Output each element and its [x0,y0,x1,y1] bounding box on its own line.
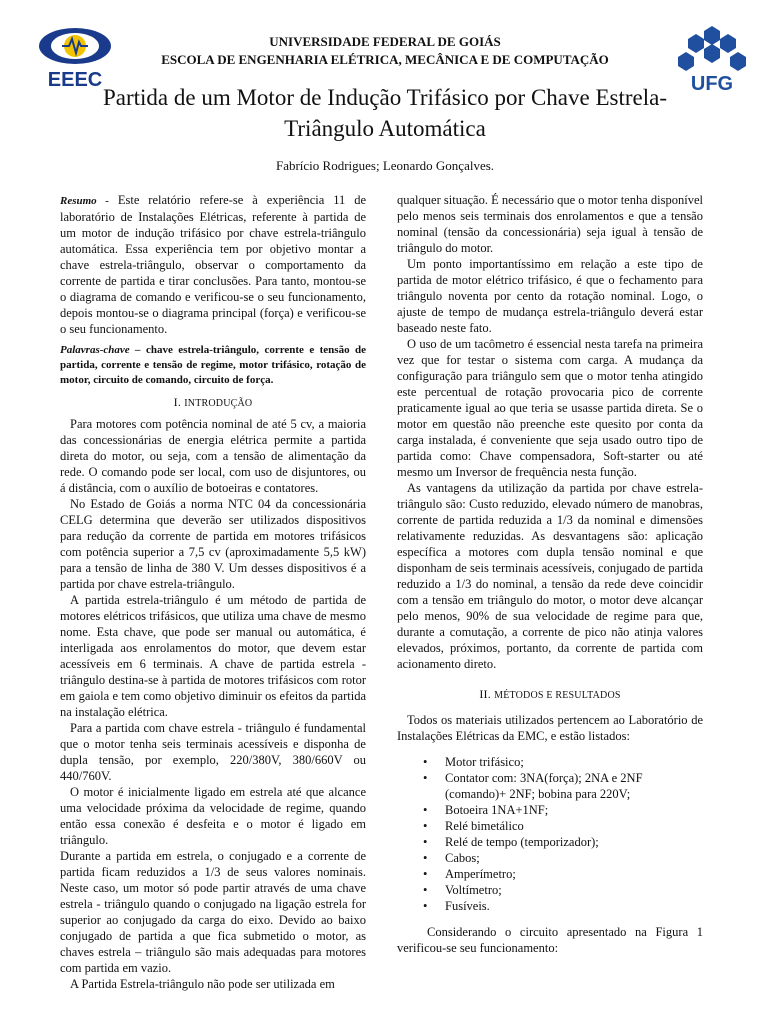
intro-paragraph: Durante a partida em estrela, o conjugado e a corrente de partida ficam reduzidos a 1/3 de seus valores nominais. Neste caso, um motor só pode partir através de uma chave estrela - triângulo quando o conjugado na ligação estrela for superior ao conjugado da carga do eixo. Devido ao baixo conjugado de partida a que fica submetido o motor, as chaves estrela – triângulo são mais adequadas para motores com partida em vazio. [60,849,366,975]
list-item: • Fusíveis. [445,898,703,914]
section-title: MÉTODOS E RESULTADOS [494,690,621,701]
list-item: • Relé bimetálico [445,818,703,834]
methods-intro: Todos os materiais utilizados pertencem ao Laboratório de Instalações Elétricas da EMC, e estão listados: [397,713,703,743]
section-number: II. [479,687,491,701]
list-item: • Contator com: 3NA(força); 2NA e 2NF (comando)+ 2NF; bobina para 220V; [445,770,703,802]
keywords-label: Palavras-chave – [60,344,141,356]
materials-list [397,754,703,914]
methods-after: Considerando o circuito apresentado na Figura 1 verificou-se seu funcionamento: [397,925,703,955]
eeec-logo-text: EEEC [47,69,103,91]
body-paragraph: As vantagens da utilização da partida por chave estrela-triângulo são: Custo reduzido, elevado número de manobras, corrente de partida reduzida a 1/3 da nominal e dimensões relativamente reduzidas. As desvantagens são: aplicação específica a motores com dupla tensão nominal e que disponham de seis terminais acessíveis, conjugado de partida reduzido a 1/3 do nominal, a tensão da rede deve coincidir com a tensão em triângulo do motor, o motor deve alcançar pelo menos, 90% de sua velocidade de regime para que, durante a comutação, a corrente de pico não atinja valores elevados, próximos, portanto, da corrente de partida com acionamento direto. [397,481,703,671]
right-column [397,192,703,956]
abstract-label: Resumo - [60,195,109,207]
list-item: • Botoeira 1NA+1NF; [445,802,703,818]
intro-paragraph: Para a partida com chave estrela - triângulo é fundamental que o motor tenha seis terminais acessíveis e disponha de dupla tensão, por exemplo, 220/380V, 380/660V ou 440/760V. [60,721,366,783]
intro-paragraph: A partida estrela-triângulo é um método de partida de motores elétricos trifásicos, que utiliza uma chave de mesmo nome. Esta chave, que pode ser manual ou automática, é interligada aos enrolamentos do motor, que devem estar acessíveis em 6 terminais. A chave de partida estrela - triângulo destina-se à partida de motores trifásicos com rotor em gaiola e tem como objetivo diminuir os efeitos da partida na instalação elétrica. [60,593,366,719]
university-name: UNIVERSIDADE FEDERAL DE GOIÁS [269,34,501,49]
intro-paragraph: Para motores com potência nominal de até 5 cv, a maioria das concessionárias de energia elétrica permite a partida direta do motor, ou seja, com a tensão de alimentação da rede. O comando pode ser local, com uso de disjuntores, ou á distância, com o auxílio de botoeiras e contatores. [60,417,366,495]
list-item: • Voltímetro; [445,882,703,898]
list-item: • Cabos; [445,850,703,866]
paper-title: Partida de um Motor de Indução Trifásico por Chave Estrela-Triângulo Automática [102,85,667,141]
left-column [60,192,366,992]
section-heading-introduction [60,394,366,412]
section-title: INTRODUÇÃO [184,398,253,409]
section-heading-methods [397,686,703,704]
school-name: ESCOLA DE ENGENHARIA ELÉTRICA, MECÂNICA E DE COMPUTAÇÃO [161,52,609,67]
intro-paragraph: No Estado de Goiás a norma NTC 04 da concessionária CELG determina que deverão ser utilizados dispositivos para redução da corrente de partida em motores trifásicos com potência superior a 7,5 cv (aproximadamente 5,5 kW) para a tensão de linha de 380 V. Um desses dispositivos é a partida por chave estrela-triângulo. [60,497,366,591]
ufg-logo [676,24,748,94]
list-item: • Amperímetro; [445,866,703,882]
body-paragraph: O uso de um tacômetro é essencial nesta tarefa na primeira vez que for testar o sistema com carga. A mudança da configuração para triângulo sem que o motor tenha atingido este percentual de rotação provocaria pico de corrente praticamente igual ao que teria se usasse partida direta. Se o motor em questão não preenche este quesito por conta da carga instalada, é conveniente que seja usado outro tipo de partida como: Chave compensadora, Soft-starter ou até mesmo um Inversor de frequência nesta função. [397,337,703,479]
list-item: • Motor trifásico; [445,754,703,770]
body-paragraph: Um ponto importantíssimo em relação a este tipo de partida de motor elétrico trifásico, é que o fechamento para triângulo noventa por cento da rotação nominal. Logo, o ajuste de tempo de mudança estrela-triângulo deverá estar baseado neste fato. [397,257,703,335]
intro-paragraph: O motor é inicialmente ligado em estrela até que alcance uma velocidade próxima da velocidade de regime, quando então essa conexão é desfeita e o motor é ligado em triângulo. [60,785,366,847]
keywords-text: chave estrela-triângulo, corrente e tensão de partida, corrente e tensão de regime, motor trifásico, rotação de motor, circuito de comando, circuito de força. [60,344,366,386]
section-number: I. [173,395,182,409]
intro-paragraph: A Partida Estrela-triângulo não pode ser utilizada em [70,977,335,991]
keywords [60,343,366,388]
body-paragraph: qualquer situação. É necessário que o motor tenha disponível pelo menos seis terminais dos enrolamentos e que a tensão nominal (tensão da concessionária) seja igual à tensão de triângulo do motor. [397,193,703,255]
paper-authors: Fabrício Rodrigues; Leonardo Gonçalves. [275,158,495,173]
ufg-logo-text: UFG [690,73,734,94]
abstract-text: Este relatório refere-se à experiência 11 de laboratório de Instalações Elétricas, referente à partida de um motor de indução trifásico por chave estrela-triângulo automática. Essa experiência tem por objetivo montar a chave estrela-triângulo, observar o comportamento da corrente de partida e tirar conclusões. Para tanto, montou-se o diagrama de comando e verificou-se o seu funcionamento, depois montou-se o diagrama principal (força) e verificou-se o seu funcionamento. [60,193,366,336]
list-item: • Relé de tempo (temporizador); [445,834,703,850]
abstract [60,192,366,337]
